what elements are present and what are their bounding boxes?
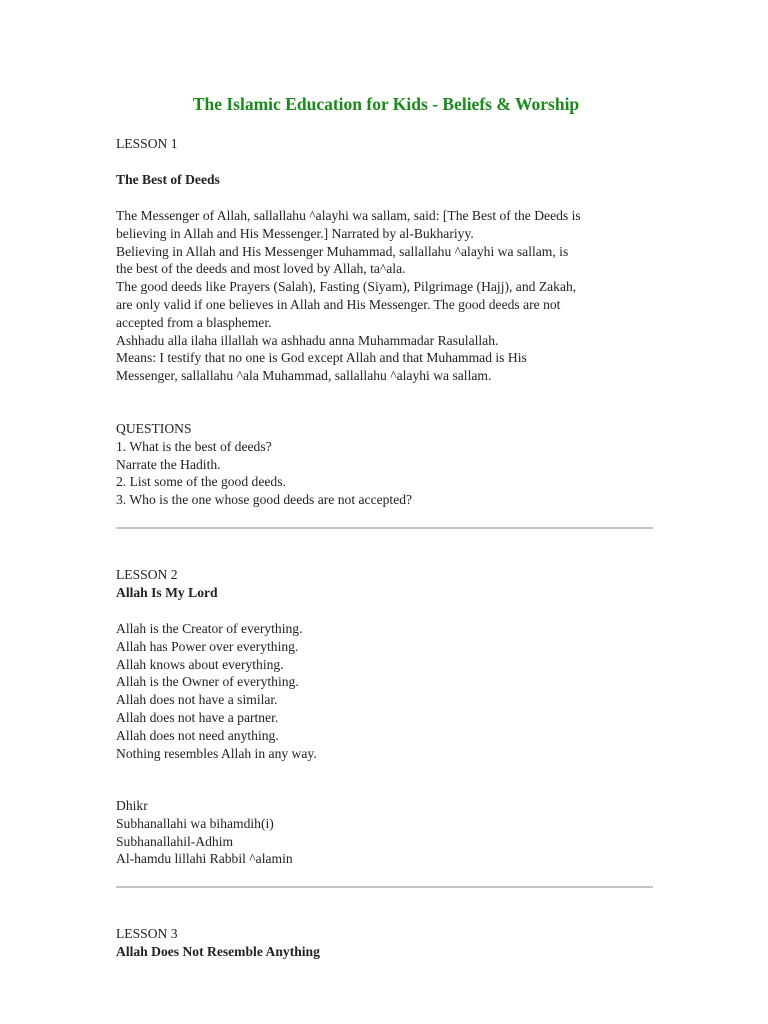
lesson-1-body-line: are only valid if one believes in Allah and His Messenger. The good deeds are not bbox=[116, 296, 561, 312]
lesson-1-body-line: Messenger, sallallahu ^ala Muhammad, sallallahu ^alayhi wa sallam. bbox=[116, 368, 492, 384]
lesson-1-body-line: Believing in Allah and His Messenger Muhammad, sallallahu ^alayhi wa sallam, is bbox=[116, 243, 569, 259]
question-item: 3. Who is the one whose good deeds are not accepted? bbox=[116, 492, 413, 508]
lesson-1-body-line: accepted from a blasphemer. bbox=[116, 314, 272, 330]
question-item: 2. List some of the good deeds. bbox=[116, 474, 286, 490]
questions-label: QUESTIONS bbox=[116, 421, 192, 436]
lesson-2-body-line: Allah does not have a similar. bbox=[116, 692, 278, 708]
dhikr-item: Subhanallahil-Adhim bbox=[116, 833, 234, 849]
lesson-2-body-line: Allah is the Owner of everything. bbox=[116, 674, 299, 690]
lesson-2-body-line: Allah does not need anything. bbox=[116, 727, 279, 743]
lesson-2-body-line: Allah does not have a partner. bbox=[116, 709, 279, 725]
lesson-2-label: LESSON 2 bbox=[116, 567, 178, 582]
lesson-1-body bbox=[116, 207, 656, 385]
lesson-1-heading: The Best of Deeds bbox=[116, 172, 220, 187]
section-divider bbox=[116, 527, 653, 529]
lesson-1-questions bbox=[116, 420, 656, 509]
dhikr-item: Al-hamdu lillahi Rabbil ^alamin bbox=[116, 851, 293, 867]
lesson-2-body-line: Nothing resembles Allah in any way. bbox=[116, 745, 317, 761]
document-title: The Islamic Education for Kids - Beliefs & Worship bbox=[192, 94, 580, 114]
lesson-1-body-line: The good deeds like Prayers (Salah), Fasting (Siyam), Pilgrimage (Hajj), and Zakah, bbox=[116, 279, 577, 295]
lesson-2-body-line: Allah has Power over everything. bbox=[116, 638, 299, 654]
section-divider bbox=[116, 886, 653, 888]
dhikr-label: Dhikr bbox=[116, 798, 148, 813]
lesson-3-heading: Allah Does Not Resemble Anything bbox=[116, 944, 320, 959]
question-item: Narrate the Hadith. bbox=[116, 456, 221, 472]
lesson-3-label: LESSON 3 bbox=[116, 926, 178, 941]
lesson-2-body-line: Allah is the Creator of everything. bbox=[116, 621, 303, 636]
question-item: 1. What is the best of deeds? bbox=[116, 438, 272, 454]
dhikr-item: Subhanallahi wa bihamdih(i) bbox=[116, 815, 274, 831]
lesson-1-label: LESSON 1 bbox=[116, 136, 178, 151]
lesson-1-body-line: Means: I testify that no one is God except Allah and that Muhammad is His bbox=[116, 350, 527, 366]
lesson-1-body-line: Ashhadu alla ilaha illallah wa ashhadu anna Muhammadar Rasulallah. bbox=[116, 332, 499, 348]
lesson-2-heading: Allah Is My Lord bbox=[116, 585, 218, 600]
lesson-2-body bbox=[116, 620, 656, 762]
lesson-1-body-line: the best of the deeds and most loved by Allah, ta^ala. bbox=[116, 261, 406, 277]
lesson-2-dhikr bbox=[116, 797, 656, 868]
lesson-1-body-line: believing in Allah and His Messenger.] Narrated by al-Bukhariyy. bbox=[116, 225, 474, 241]
lesson-1-body-line: The Messenger of Allah, sallallahu ^alayhi wa sallam, said: [The Best of the Deeds is bbox=[116, 208, 581, 223]
lesson-2-body-line: Allah knows about everything. bbox=[116, 656, 284, 672]
